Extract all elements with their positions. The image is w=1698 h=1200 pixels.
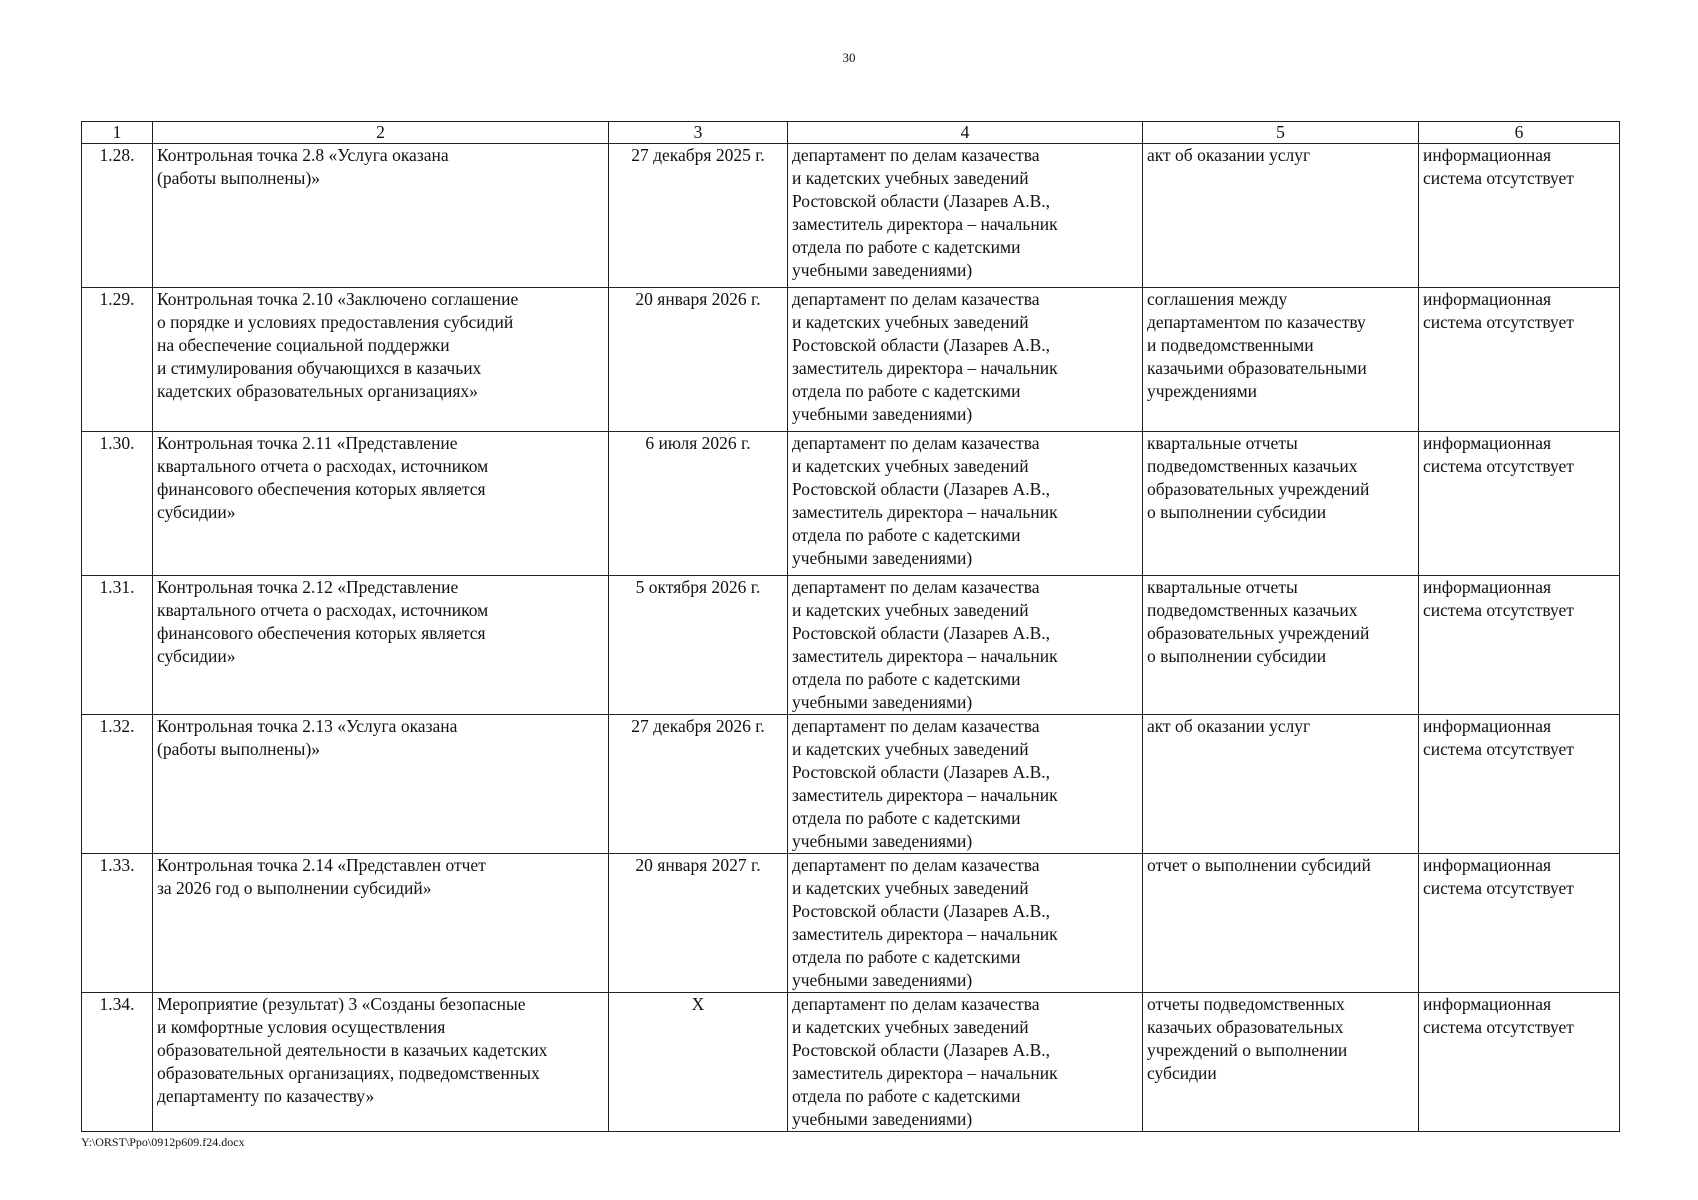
table-row: [82, 715, 1620, 854]
deadline-date: 20 января 2027 г.: [609, 854, 788, 993]
table-row: [82, 993, 1620, 1132]
row-number: 1.33.: [82, 854, 153, 993]
deadline-date: Х: [609, 993, 788, 1132]
confirming-document: отчет о выполнении субсидий: [1143, 854, 1419, 993]
information-system: информационная система отсутствует: [1419, 288, 1620, 432]
event-name: Контрольная точка 2.11 «Представление квартального отчета о расходах, источником финансового обеспечения которых является субсидии»: [153, 432, 609, 576]
information-system: информационная система отсутствует: [1419, 576, 1620, 715]
header-row: [82, 122, 1620, 144]
responsible-party: департамент по делам казачества и кадетских учебных заведений Ростовской области (Лазарев А.В., заместитель директора – начальник отдела по работе с кадетскими учебными заведениями): [788, 432, 1143, 576]
confirming-document: соглашения между департаментом по казачеству и подведомственными казачьими образовательными учреждениями: [1143, 288, 1419, 432]
event-name: Контрольная точка 2.10 «Заключено соглашение о порядке и условиях предоставления субсидий на обеспечение социальной поддержки и стимулирования обучающихся в казачьих кадетских образовательных организациях»: [153, 288, 609, 432]
deadline-date: 5 октября 2026 г.: [609, 576, 788, 715]
responsible-party: департамент по делам казачества и кадетских учебных заведений Ростовской области (Лазарев А.В., заместитель директора – начальник отдела по работе с кадетскими учебными заведениями): [788, 993, 1143, 1132]
information-system: информационная система отсутствует: [1419, 432, 1620, 576]
information-system: информационная система отсутствует: [1419, 715, 1620, 854]
table-row: [82, 288, 1620, 432]
responsible-party: департамент по делам казачества и кадетских учебных заведений Ростовской области (Лазарев А.В., заместитель директора – начальник отдела по работе с кадетскими учебными заведениями): [788, 576, 1143, 715]
confirming-document: отчеты подведомственных казачьих образовательных учреждений о выполнении субсидии: [1143, 993, 1419, 1132]
information-system: информационная система отсутствует: [1419, 993, 1620, 1132]
confirming-document: акт об оказании услуг: [1143, 144, 1419, 288]
header-cell: 3: [609, 122, 788, 144]
responsible-party: департамент по делам казачества и кадетских учебных заведений Ростовской области (Лазарев А.В., заместитель директора – начальник отдела по работе с кадетскими учебными заведениями): [788, 715, 1143, 854]
event-name: Мероприятие (результат) 3 «Созданы безопасные и комфортные условия осуществления образовательной деятельности в казачьих кадетских образовательных организациях, подведомственных департаменту по казачеству»: [153, 993, 609, 1132]
page-number: 30: [842, 50, 856, 65]
header-cell: 2: [153, 122, 609, 144]
deadline-date: 6 июля 2026 г.: [609, 432, 788, 576]
confirming-document: акт об оказании услуг: [1143, 715, 1419, 854]
event-name: Контрольная точка 2.12 «Представление квартального отчета о расходах, источником финансового обеспечения которых является субсидии»: [153, 576, 609, 715]
footer-file-path: Y:\ORST\Ppo\0912p609.f24.docx: [81, 1135, 245, 1149]
row-number: 1.28.: [82, 144, 153, 288]
information-system: информационная система отсутствует: [1419, 854, 1620, 993]
table-row: [82, 144, 1620, 288]
confirming-document: квартальные отчеты подведомственных казачьих образовательных учреждений о выполнении субсидии: [1143, 576, 1419, 715]
event-name: Контрольная точка 2.14 «Представлен отчет за 2026 год о выполнении субсидий»: [153, 854, 609, 993]
confirming-document: квартальные отчеты подведомственных казачьих образовательных учреждений о выполнении субсидии: [1143, 432, 1419, 576]
table-row: [82, 432, 1620, 576]
row-number: 1.34.: [82, 993, 153, 1132]
table-row: [82, 576, 1620, 715]
table-row: [82, 854, 1620, 993]
deadline-date: 27 декабря 2025 г.: [609, 144, 788, 288]
deadline-date: 27 декабря 2026 г.: [609, 715, 788, 854]
information-system: информационная система отсутствует: [1419, 144, 1620, 288]
control-points-table: [81, 121, 1620, 1132]
row-number: 1.31.: [82, 576, 153, 715]
responsible-party: департамент по делам казачества и кадетских учебных заведений Ростовской области (Лазарев А.В., заместитель директора – начальник отдела по работе с кадетскими учебными заведениями): [788, 854, 1143, 993]
header-cell: 4: [788, 122, 1143, 144]
responsible-party: департамент по делам казачества и кадетских учебных заведений Ростовской области (Лазарев А.В., заместитель директора – начальник отдела по работе с кадетскими учебными заведениями): [788, 144, 1143, 288]
event-name: Контрольная точка 2.13 «Услуга оказана (работы выполнены)»: [153, 715, 609, 854]
row-number: 1.29.: [82, 288, 153, 432]
event-name: Контрольная точка 2.8 «Услуга оказана (работы выполнены)»: [153, 144, 609, 288]
header-cell: 1: [82, 122, 153, 144]
header-cell: 5: [1143, 122, 1419, 144]
row-number: 1.32.: [82, 715, 153, 854]
deadline-date: 20 января 2026 г.: [609, 288, 788, 432]
responsible-party: департамент по делам казачества и кадетских учебных заведений Ростовской области (Лазарев А.В., заместитель директора – начальник отдела по работе с кадетскими учебными заведениями): [788, 288, 1143, 432]
row-number: 1.30.: [82, 432, 153, 576]
header-cell: 6: [1419, 122, 1620, 144]
